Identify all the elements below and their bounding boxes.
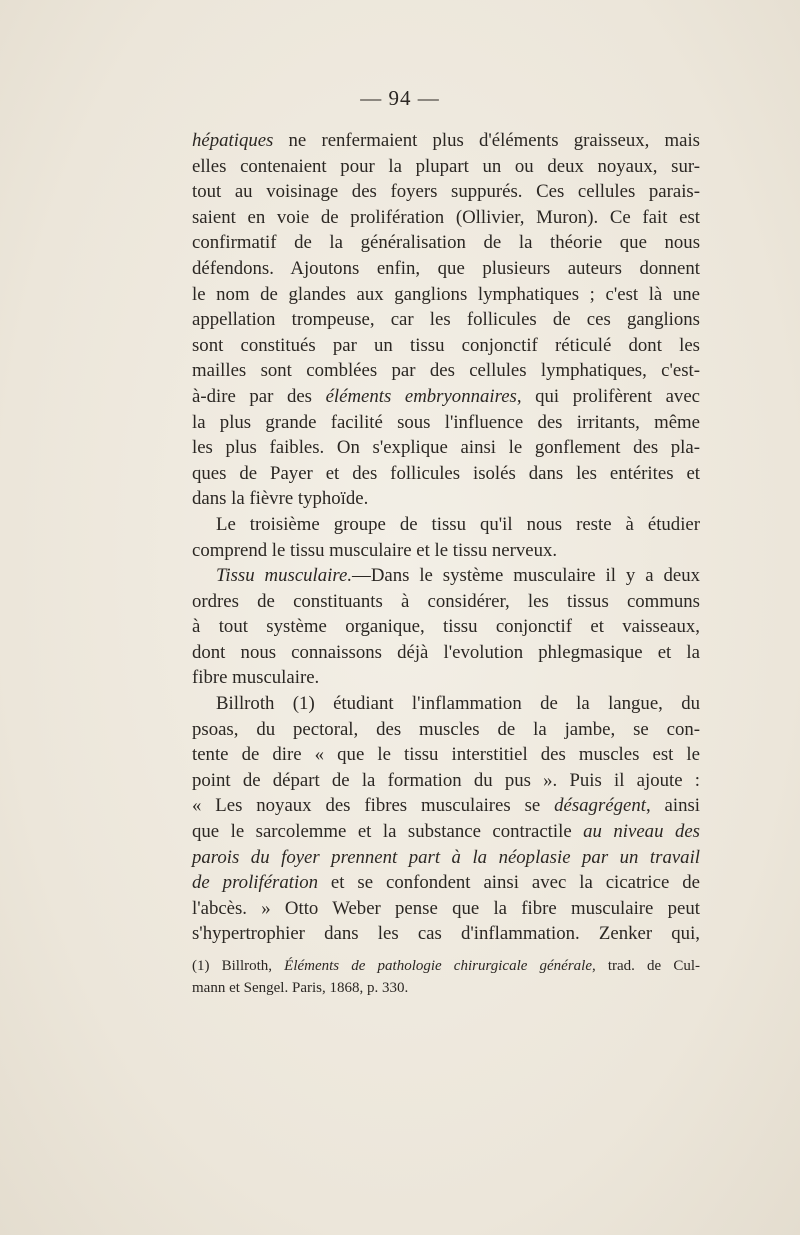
text-line: ques de Payer et des follicules isolés dans les entérites et [192, 462, 700, 484]
text-line: la plus grande facilité sous l'influence des irritants, même [192, 411, 700, 433]
text-line: hépatiques ne renfermaient plus d'éléments graisseux, mais [192, 130, 700, 151]
text-line: les plus faibles. On s'explique ainsi le gonflement des pla- [192, 437, 700, 459]
text-line: le nom de glandes aux ganglions lymphatiques ; c'est là une [192, 283, 700, 305]
footnote-line: (1) Billroth, Éléments de pathologie chirurgicale générale, trad. de Cul- [192, 958, 700, 974]
footnote [192, 955, 700, 999]
text-line: ordres de constituants à considérer, les tissus communs [192, 590, 700, 612]
text-line: comprend le tissu musculaire et le tissu nerveux. [192, 539, 558, 561]
text-line: défendons. Ajoutons enfin, que plusieurs auteurs donnent [192, 257, 700, 279]
text-line: fibre musculaire. [192, 667, 320, 689]
text-line: mailles sont comblées par des cellules lymphatiques, c'est- [192, 360, 700, 382]
text-line: s'hypertrophier dans les cas d'inflammation. Zenker qui, [192, 923, 700, 945]
text-line: dans la fièvre typhoïde. [192, 488, 369, 510]
text-line: Tissu musculaire.—Dans le système musculaire il y a deux [216, 565, 700, 587]
text-line: tente de dire « que le tissu interstitiel des muscles est le [192, 744, 700, 766]
text-line: sont constitués par un tissu conjonctif réticulé dont les [192, 334, 700, 356]
text-line: point de départ de la formation du pus ». Puis il ajoute : [192, 769, 700, 791]
text-line: dont nous connaissons déjà l'evolution phlegmasique et la [192, 641, 700, 663]
footnote-line: mann et Sengel. Paris, 1868, p. 330. [192, 980, 409, 996]
body-text [192, 128, 700, 947]
text-line: Le troisième groupe de tissu qu'il nous reste à étudier [216, 513, 700, 535]
text-line: tout au voisinage des foyers suppurés. Ces cellules parais- [192, 181, 700, 203]
text-line: parois du foyer prennent part à la néoplasie par un travail [192, 846, 700, 868]
page-number: — 94 — [360, 86, 440, 110]
text-line: « Les noyaux des fibres musculaires se désagrégent, ainsi [192, 795, 700, 817]
text-line: Billroth (1) étudiant l'inflammation de la langue, du [216, 693, 700, 715]
text-line: de prolifération et se confondent ainsi avec la cicatrice de [192, 872, 700, 894]
text-line: que le sarcolemme et la substance contractile au niveau des [192, 821, 700, 843]
text-line: saient en voie de prolifération (Ollivier, Muron). Ce fait est [192, 206, 700, 228]
text-line: à tout système organique, tissu conjonctif et vaisseaux, [192, 616, 700, 638]
text-line: psoas, du pectoral, des muscles de la jambe, se con- [192, 718, 700, 740]
text-line: à-dire par des éléments embryonnaires, qui prolifèrent avec [192, 385, 700, 407]
text-line: confirmatif de la généralisation de la théorie que nous [192, 232, 700, 254]
text-line: appellation trompeuse, car les follicules de ces ganglions [192, 309, 700, 331]
text-line: elles contenaient pour la plupart un ou deux noyaux, sur- [192, 155, 700, 177]
text-line: l'abcès. » Otto Weber pense que la fibre musculaire peut [192, 897, 700, 919]
